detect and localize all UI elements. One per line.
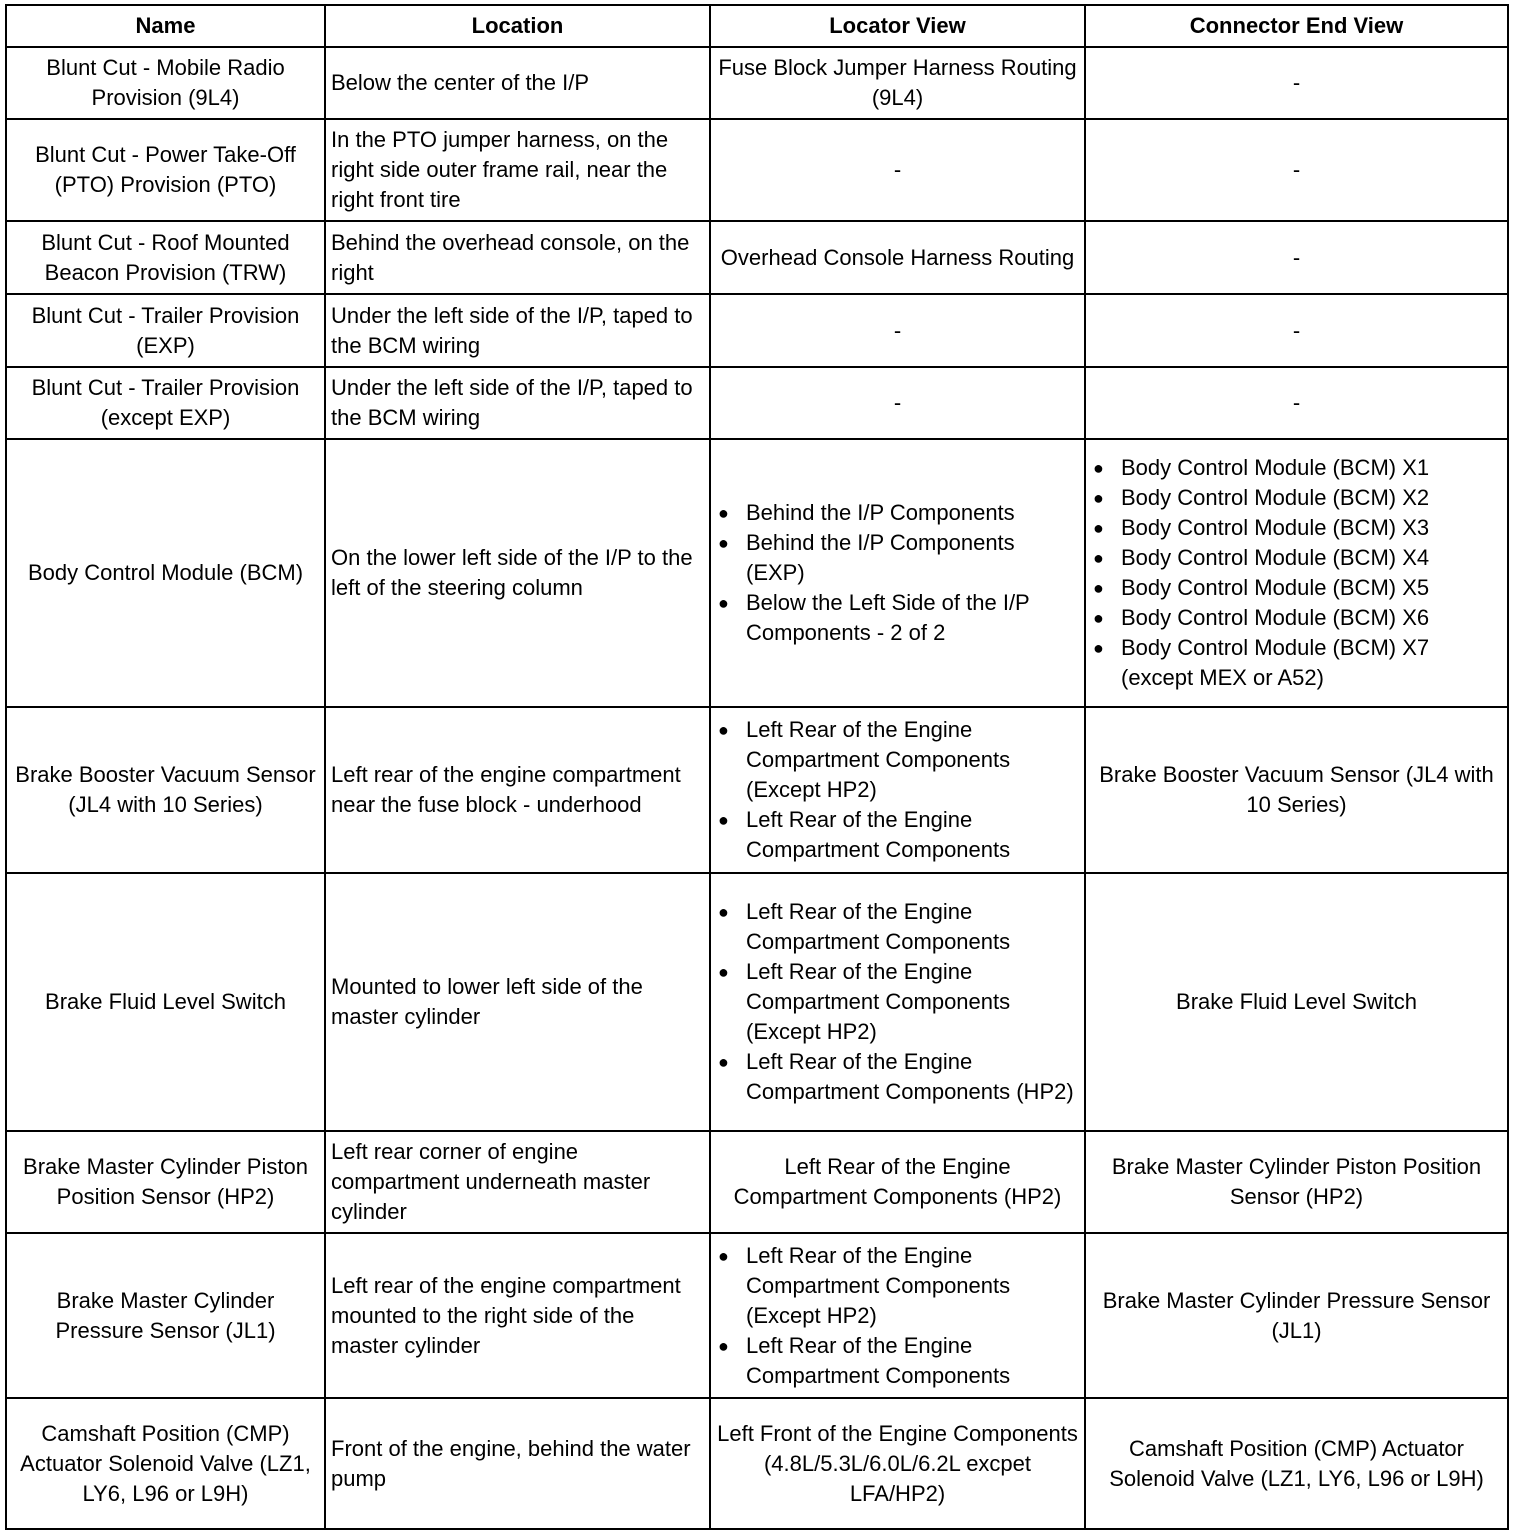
list-item-text: Left Rear of the Engine Compartment Components (HP2) <box>746 1049 1074 1104</box>
list-item-text: Body Control Module (BCM) X2 <box>1121 485 1430 510</box>
table-row <box>6 439 1508 707</box>
bullet-icon: ● <box>718 1245 729 1266</box>
connector-cell: Brake Booster Vacuum Sensor (JL4 with 10 Series) <box>1085 707 1508 873</box>
name-cell: Blunt Cut - Power Take-Off (PTO) Provision (PTO) <box>6 119 325 221</box>
list-item <box>716 805 1079 865</box>
list-item <box>716 588 1079 648</box>
list-item-text: Left Rear of the Engine Compartment Components (Except HP2) <box>746 1242 1011 1328</box>
bullet-icon: ● <box>718 962 729 982</box>
list-item <box>1091 633 1502 693</box>
bullet-icon: ● <box>718 1052 729 1072</box>
list-item <box>1091 573 1502 603</box>
list-item <box>716 1047 1079 1107</box>
locator-cell: Fuse Block Jumper Harness Routing (9L4) <box>710 47 1085 119</box>
name-cell: Brake Booster Vacuum Sensor (JL4 with 10 Series) <box>6 707 325 873</box>
list-item-text: Left Rear of the Engine Compartment Components <box>746 899 1011 954</box>
table-row <box>6 47 1508 119</box>
location-cell: Below the center of the I/P <box>325 47 710 119</box>
locator-cell <box>710 873 1085 1131</box>
name-cell: Camshaft Position (CMP) Actuator Solenoid Valve (LZ1, LY6, L96 or L9H) <box>6 1398 325 1529</box>
list-item-text: Body Control Module (BCM) X6 <box>1121 605 1430 630</box>
header-row <box>6 5 1508 47</box>
locator-cell: Left Front of the Engine Components (4.8L/5.3L/6.0L/6.2L excpet LFA/HP2) <box>710 1398 1085 1529</box>
table-row <box>6 1233 1508 1398</box>
list-item-text: Behind the I/P Components <box>746 500 1015 525</box>
bullet-icon: ● <box>1093 608 1104 628</box>
bullet-icon: ● <box>1093 638 1104 658</box>
header-name: Name <box>6 5 325 47</box>
connector-cell: Brake Master Cylinder Pressure Sensor (JL1) <box>1085 1233 1508 1398</box>
list-item <box>1091 543 1502 573</box>
list-item-text: Below the Left Side of the I/P Components - 2 of 2 <box>746 590 1030 645</box>
location-cell: Behind the overhead console, on the right <box>325 221 710 294</box>
bullet-icon: ● <box>718 503 729 523</box>
connector-cell: - <box>1085 47 1508 119</box>
locator-cell: Left Rear of the Engine Compartment Components (HP2) <box>710 1131 1085 1233</box>
name-cell: Brake Master Cylinder Pressure Sensor (JL1) <box>6 1233 325 1398</box>
location-cell: Left rear of the engine compartment near the fuse block - underhood <box>325 707 710 873</box>
location-cell: Front of the engine, behind the water pump <box>325 1398 710 1529</box>
connector-cell: Brake Fluid Level Switch <box>1085 873 1508 1131</box>
table-row <box>6 1398 1508 1529</box>
location-cell: Mounted to lower left side of the master cylinder <box>325 873 710 1131</box>
bullet-icon: ● <box>718 810 729 830</box>
header-location: Location <box>325 5 710 47</box>
connector-cell: - <box>1085 221 1508 294</box>
bullet-icon: ● <box>718 533 729 553</box>
table-row <box>6 707 1508 873</box>
list-item-text: Body Control Module (BCM) X5 <box>1121 575 1430 600</box>
name-cell: Brake Fluid Level Switch <box>6 873 325 1131</box>
list-item <box>716 528 1079 588</box>
bullet-icon: ● <box>1093 548 1104 568</box>
connector-cell: - <box>1085 294 1508 367</box>
locator-cell: - <box>710 119 1085 221</box>
list-item <box>716 957 1079 1047</box>
connector-cell: - <box>1085 367 1508 439</box>
name-cell: Blunt Cut - Mobile Radio Provision (9L4) <box>6 47 325 119</box>
locator-list <box>716 715 1079 865</box>
list-item <box>716 715 1079 805</box>
table-row <box>6 119 1508 221</box>
list-item-text: Left Rear of the Engine Compartment Components (Except HP2) <box>746 717 1011 802</box>
locator-cell: - <box>710 367 1085 439</box>
list-item-text: Body Control Module (BCM) X1 <box>1121 455 1430 480</box>
list-item <box>1091 483 1502 513</box>
list-item <box>1091 453 1502 483</box>
location-cell: Left rear of the engine compartment mounted to the right side of the master cylinder <box>325 1233 710 1398</box>
name-cell: Blunt Cut - Trailer Provision (EXP) <box>6 294 325 367</box>
table-row <box>6 367 1508 439</box>
locator-cell: Overhead Console Harness Routing <box>710 221 1085 294</box>
locator-list <box>716 1241 1079 1391</box>
connector-cell: Brake Master Cylinder Piston Position Sensor (HP2) <box>1085 1131 1508 1233</box>
list-item-text: Left Rear of the Engine Compartment Components <box>746 807 1011 862</box>
name-cell: Body Control Module (BCM) <box>6 439 325 707</box>
location-cell: Left rear corner of engine compartment underneath master cylinder <box>325 1131 710 1233</box>
bullet-icon: ● <box>718 720 729 740</box>
list-item <box>716 897 1079 957</box>
list-item <box>716 1331 1079 1391</box>
table-row <box>6 294 1508 367</box>
table-row <box>6 221 1508 294</box>
locator-cell: - <box>710 294 1085 367</box>
name-cell: Blunt Cut - Trailer Provision (except EXP) <box>6 367 325 439</box>
locator-cell <box>710 439 1085 707</box>
location-cell: Under the left side of the I/P, taped to the BCM wiring <box>325 367 710 439</box>
list-item <box>716 498 1079 528</box>
locator-list <box>716 498 1079 648</box>
bullet-icon: ● <box>718 902 729 922</box>
locator-cell <box>710 707 1085 873</box>
connector-cell: - <box>1085 119 1508 221</box>
name-cell: Blunt Cut - Roof Mounted Beacon Provision (TRW) <box>6 221 325 294</box>
list-item-text: Body Control Module (BCM) X7 (except MEX or A52) <box>1121 635 1430 690</box>
header-locator-view: Locator View <box>710 5 1085 47</box>
list-item-text: Body Control Module (BCM) X3 <box>1121 515 1430 540</box>
name-cell: Brake Master Cylinder Piston Position Sensor (HP2) <box>6 1131 325 1233</box>
bullet-icon: ● <box>718 593 729 613</box>
bullet-icon: ● <box>1093 578 1104 598</box>
bullet-icon: ● <box>1093 458 1104 478</box>
component-locator-table <box>5 4 1509 1530</box>
list-item <box>716 1241 1079 1331</box>
bullet-icon: ● <box>1093 488 1104 508</box>
header-connector-end-view: Connector End View <box>1085 5 1508 47</box>
location-cell: On the lower left side of the I/P to the left of the steering column <box>325 439 710 707</box>
list-item-text: Left Rear of the Engine Compartment Components <box>746 1332 1011 1388</box>
location-cell: In the PTO jumper harness, on the right side outer frame rail, near the right front tire <box>325 119 710 221</box>
list-item-text: Behind the I/P Components (EXP) <box>746 530 1015 585</box>
locator-list <box>716 897 1079 1107</box>
list-item <box>1091 603 1502 633</box>
bullet-icon: ● <box>718 1335 729 1356</box>
bullet-icon: ● <box>1093 518 1104 538</box>
list-item-text: Body Control Module (BCM) X4 <box>1121 545 1430 570</box>
list-item-text: Left Rear of the Engine Compartment Components (Except HP2) <box>746 959 1011 1044</box>
locator-cell <box>710 1233 1085 1398</box>
connector-cell: Camshaft Position (CMP) Actuator Solenoid Valve (LZ1, LY6, L96 or L9H) <box>1085 1398 1508 1529</box>
table-row <box>6 873 1508 1131</box>
list-item <box>1091 513 1502 543</box>
location-cell: Under the left side of the I/P, taped to the BCM wiring <box>325 294 710 367</box>
table-row <box>6 1131 1508 1233</box>
connector-list <box>1091 453 1502 693</box>
connector-cell <box>1085 439 1508 707</box>
